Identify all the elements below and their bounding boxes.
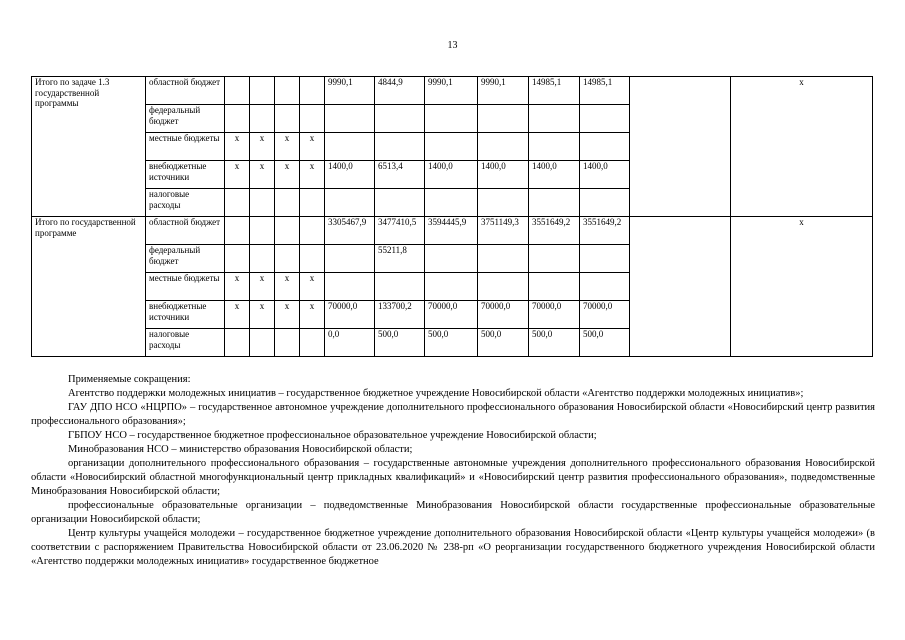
abbreviation-item: ГБПОУ НСО – государственное бюджетное профессиональное образовательное учреждение Новосибирской области; — [68, 430, 597, 441]
value-cell: 70000,0 — [580, 301, 630, 329]
value-cell: 4844,9 — [375, 77, 425, 105]
value-cell — [529, 105, 580, 133]
value-cell — [375, 189, 425, 217]
value-cell — [375, 273, 425, 301]
x-mark-cell — [225, 329, 250, 357]
x-mark-cell: х — [275, 273, 300, 301]
x-mark-cell — [275, 189, 300, 217]
abbreviation-item: Центр культуры учащейся молодежи – государственное бюджетное учреждение дополнительного образования Новосибирской области «Центр культуры учащейся молодежи» (в соответствии с распоряжением Правительства Новосибирской области от 23.06.2020 № 238-рп «О реорганизации государственного бюджетного учреждения Новосибирской области «Агентство поддержки молодежных инициатив» государственное бюджетное — [31, 528, 875, 567]
x-mark-cell: х — [250, 133, 275, 161]
value-cell — [478, 273, 529, 301]
value-cell — [580, 133, 630, 161]
abbreviation-item: ГАУ ДПО НСО «НЦРПО» – государственное автономное учреждение дополнительного профессионального образования Новосибирской области «Новосибирский центр развития профессионального образования»; — [31, 402, 875, 427]
group-label: Итого по задаче 1.3 государственной программы — [32, 77, 146, 217]
abbreviation-item: Минобразования НСО – министерство образования Новосибирской области; — [68, 444, 413, 455]
x-mark-cell: х — [275, 301, 300, 329]
x-mark-cell — [275, 77, 300, 105]
value-cell: 70000,0 — [325, 301, 375, 329]
value-cell: 3551649,2 — [580, 217, 630, 245]
funding-source: внебюджетные источники — [146, 301, 225, 329]
x-mark-cell — [225, 77, 250, 105]
value-cell — [325, 133, 375, 161]
x-mark-cell: х — [225, 161, 250, 189]
value-cell: 70000,0 — [529, 301, 580, 329]
value-cell — [425, 189, 478, 217]
group-mark: х — [731, 217, 873, 357]
x-mark-cell: х — [225, 301, 250, 329]
funding-source: федеральный бюджет — [146, 245, 225, 273]
funding-source: местные бюджеты — [146, 273, 225, 301]
value-cell: 3594445,9 — [425, 217, 478, 245]
x-mark-cell — [275, 245, 300, 273]
abbreviation-item: Агентство поддержки молодежных инициатив – государственное бюджетное учреждение Новосибирской области «Агентство поддержки молодежных инициатив»; — [68, 388, 804, 399]
value-cell — [478, 189, 529, 217]
x-mark-cell — [225, 189, 250, 217]
value-cell — [375, 133, 425, 161]
value-cell: 1400,0 — [478, 161, 529, 189]
value-cell — [580, 189, 630, 217]
x-mark-cell: х — [300, 161, 325, 189]
funding-source: внебюджетные источники — [146, 161, 225, 189]
x-mark-cell — [225, 217, 250, 245]
x-mark-cell: х — [300, 273, 325, 301]
value-cell: 6513,4 — [375, 161, 425, 189]
value-cell: 1400,0 — [580, 161, 630, 189]
x-mark-cell — [250, 77, 275, 105]
x-mark-cell — [225, 245, 250, 273]
value-cell: 133700,2 — [375, 301, 425, 329]
value-cell — [529, 133, 580, 161]
x-mark-cell — [300, 189, 325, 217]
abbreviation-item: профессиональные образовательные организации – подведомственные Минобразования Новосибирской области государственные профессиональные образовательные организации Новосибирской области; — [31, 500, 875, 525]
table-row — [32, 217, 873, 245]
group-mark: х — [731, 77, 873, 217]
abbreviations-section — [31, 373, 875, 569]
abbreviation-item: организации дополнительного профессионального образования – государственные автономные учреждения дополнительного профессионального образования Новосибирской области «Новосибирский областной многофункциональный центр прикладных квалификаций» и «Новосибирский центр развития профессионального образования», подведомственные Минобразования Новосибирской области; — [31, 458, 875, 497]
x-mark-cell — [300, 245, 325, 273]
value-cell — [478, 245, 529, 273]
value-cell: 500,0 — [580, 329, 630, 357]
value-cell — [529, 189, 580, 217]
x-mark-cell: х — [275, 133, 300, 161]
value-cell: 1400,0 — [325, 161, 375, 189]
budget-table — [31, 76, 873, 357]
value-cell: 500,0 — [529, 329, 580, 357]
funding-source: местные бюджеты — [146, 133, 225, 161]
x-mark-cell: х — [250, 301, 275, 329]
value-cell — [425, 245, 478, 273]
value-cell: 55211,8 — [375, 245, 425, 273]
funding-source: налоговые расходы — [146, 329, 225, 357]
x-mark-cell — [225, 105, 250, 133]
x-mark-cell: х — [300, 301, 325, 329]
value-cell: 500,0 — [478, 329, 529, 357]
x-mark-cell: х — [250, 161, 275, 189]
value-cell: 3551649,2 — [529, 217, 580, 245]
value-cell: 500,0 — [425, 329, 478, 357]
x-mark-cell — [275, 105, 300, 133]
value-cell: 70000,0 — [425, 301, 478, 329]
x-mark-cell — [300, 105, 325, 133]
x-mark-cell — [300, 329, 325, 357]
value-cell: 3477410,5 — [375, 217, 425, 245]
value-cell — [580, 273, 630, 301]
page-number: 13 — [447, 40, 458, 51]
value-cell: 1400,0 — [529, 161, 580, 189]
value-cell — [375, 105, 425, 133]
value-cell — [425, 273, 478, 301]
x-mark-cell — [250, 217, 275, 245]
value-cell: 70000,0 — [478, 301, 529, 329]
x-mark-cell — [275, 329, 300, 357]
value-cell: 14985,1 — [529, 77, 580, 105]
value-cell: 9990,1 — [425, 77, 478, 105]
x-mark-cell — [300, 77, 325, 105]
funding-source: федеральный бюджет — [146, 105, 225, 133]
x-mark-cell — [275, 217, 300, 245]
x-mark-cell — [250, 105, 275, 133]
value-cell: 0,0 — [325, 329, 375, 357]
value-cell — [325, 273, 375, 301]
value-cell: 9990,1 — [478, 77, 529, 105]
x-mark-cell: х — [250, 273, 275, 301]
value-cell: 14985,1 — [580, 77, 630, 105]
value-cell — [580, 105, 630, 133]
group-label: Итого по государственной программе — [32, 217, 146, 357]
x-mark-cell — [250, 245, 275, 273]
x-mark-cell — [300, 217, 325, 245]
value-cell: 9990,1 — [325, 77, 375, 105]
value-cell — [325, 189, 375, 217]
x-mark-cell: х — [225, 273, 250, 301]
value-cell — [478, 133, 529, 161]
x-mark-cell: х — [225, 133, 250, 161]
value-cell — [425, 133, 478, 161]
value-cell — [478, 105, 529, 133]
x-mark-cell — [250, 329, 275, 357]
x-mark-cell: х — [275, 161, 300, 189]
value-cell — [529, 273, 580, 301]
empty-cell — [630, 77, 731, 217]
value-cell — [325, 245, 375, 273]
value-cell: 3751149,3 — [478, 217, 529, 245]
funding-source: налоговые расходы — [146, 189, 225, 217]
value-cell — [425, 105, 478, 133]
table-row — [32, 77, 873, 105]
value-cell: 3305467,9 — [325, 217, 375, 245]
value-cell — [529, 245, 580, 273]
funding-source: областной бюджет — [146, 77, 225, 105]
x-mark-cell: х — [300, 133, 325, 161]
value-cell: 500,0 — [375, 329, 425, 357]
value-cell — [325, 105, 375, 133]
value-cell — [580, 245, 630, 273]
value-cell: 1400,0 — [425, 161, 478, 189]
funding-source: областной бюджет — [146, 217, 225, 245]
abbreviations-heading: Применяемые сокращения: — [68, 374, 191, 385]
x-mark-cell — [250, 189, 275, 217]
empty-cell — [630, 217, 731, 357]
